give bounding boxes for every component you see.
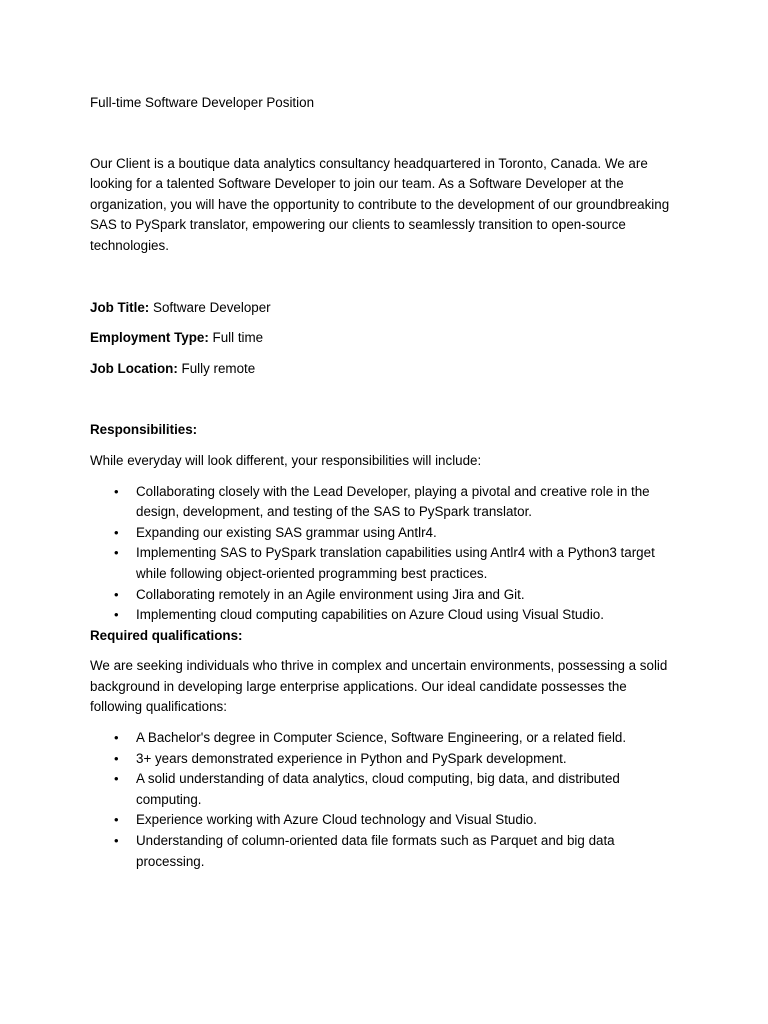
job-location-label: Job Location: — [90, 360, 178, 376]
list-item — [90, 543, 680, 584]
bullet-icon: • — [114, 771, 119, 787]
list-item — [90, 605, 680, 626]
bullet-icon: • — [114, 750, 119, 766]
responsibilities-heading: Responsibilities: — [90, 422, 198, 438]
list-item — [90, 585, 680, 606]
bullet-icon: • — [114, 812, 119, 828]
list-item — [90, 728, 680, 749]
list-item — [90, 831, 680, 872]
job-location-field — [90, 359, 680, 380]
job-title-field — [90, 298, 680, 319]
job-title-label: Job Title: — [90, 299, 150, 315]
list-item-text: Implementing SAS to PySpark translation capabilities using Antlr4 with a Python3 target while following object-oriented programming best practices. — [136, 545, 655, 581]
document-title: Full-time Software Developer Position — [90, 95, 315, 110]
bullet-icon: • — [114, 730, 119, 746]
intro-paragraph: Our Client is a boutique data analytics consultancy headquartered in Toronto, Canada. We are looking for a talented Software Developer to join our team. As a Software Developer at the organization, you will have the opportunity to contribute to the development of our groundbreaking SAS to PySpark translator, empowering our clients to seamlessly transition to open-source technologies. — [90, 155, 670, 253]
list-item — [90, 810, 680, 831]
list-item-text: A solid understanding of data analytics, cloud computing, big data, and distributed computing. — [136, 771, 620, 807]
bullet-icon: • — [114, 545, 119, 561]
bullet-icon: • — [114, 483, 119, 499]
qualifications-heading: Required qualifications: — [90, 627, 243, 643]
list-item — [90, 769, 680, 810]
qualifications-lead: We are seeking individuals who thrive in complex and uncertain environments, possessing a solid background in developing large enterprise applications. Our ideal candidate possesses the following qualifications: — [90, 658, 668, 715]
bullet-icon: • — [114, 586, 119, 602]
qualifications-list — [90, 728, 680, 872]
list-item-text: Expanding our existing SAS grammar using Antlr4. — [136, 524, 437, 540]
bullet-icon: • — [114, 524, 119, 540]
bullet-icon: • — [114, 833, 119, 849]
list-item-text: Collaborating closely with the Lead Developer, playing a pivotal and creative role in the design, development, and testing of the SAS to PySpark translator. — [136, 483, 650, 520]
list-item-text: Experience working with Azure Cloud technology and Visual Studio. — [136, 812, 537, 828]
employment-type-field — [90, 328, 680, 349]
responsibilities-lead: While everyday will look different, your responsibilities will include: — [90, 452, 482, 468]
list-item-text: Collaborating remotely in an Agile environment using Jira and Git. — [136, 586, 525, 602]
responsibilities-list — [90, 482, 680, 626]
list-item-text: Understanding of column-oriented data file formats such as Parquet and big data processing. — [136, 833, 615, 869]
employment-type-label: Employment Type: — [90, 330, 209, 346]
job-location-value: Fully remote — [181, 360, 256, 376]
list-item-text: A Bachelor's degree in Computer Science, Software Engineering, or a related field. — [136, 730, 627, 746]
bullet-icon: • — [114, 607, 119, 623]
employment-type-value: Full time — [212, 330, 264, 346]
list-item-text: 3+ years demonstrated experience in Python and PySpark development. — [136, 750, 567, 766]
job-title-value: Software Developer — [153, 299, 271, 315]
list-item-text: Implementing cloud computing capabilities on Azure Cloud using Visual Studio. — [136, 607, 604, 623]
list-item — [90, 749, 680, 770]
list-item — [90, 482, 680, 523]
document-page — [90, 93, 680, 872]
list-item — [90, 523, 680, 544]
